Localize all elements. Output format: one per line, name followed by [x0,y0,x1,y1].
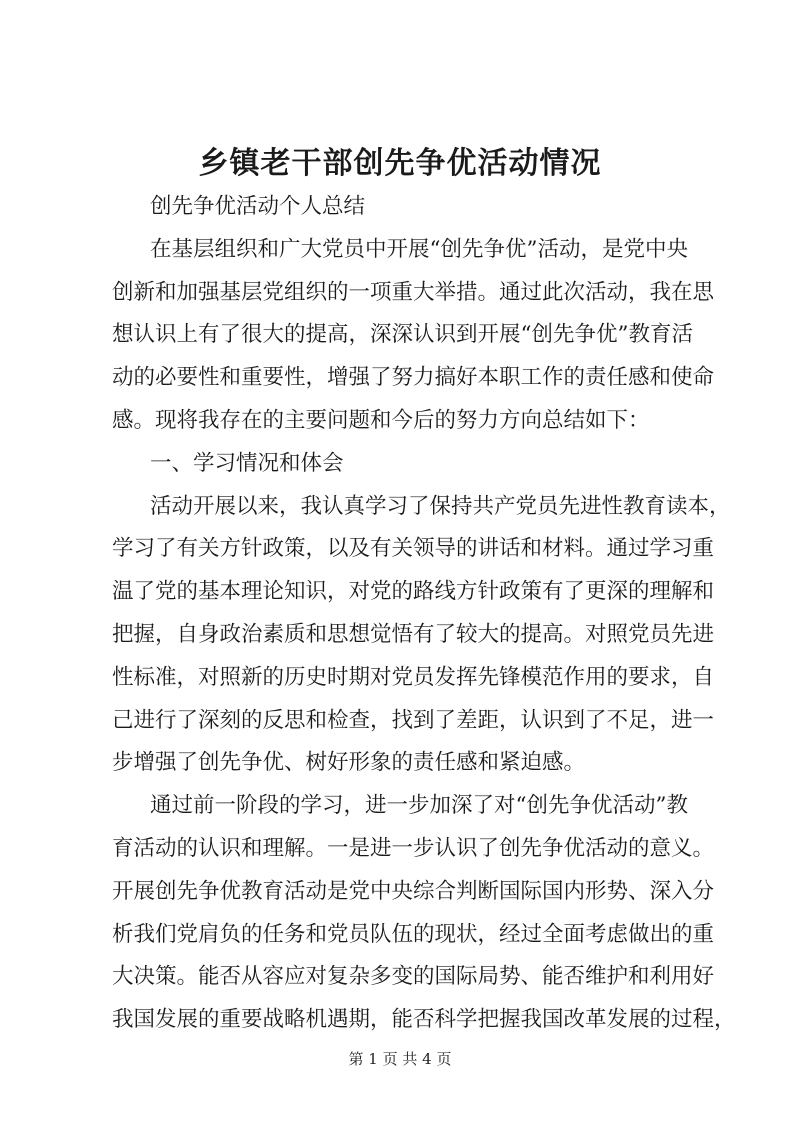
paragraph-line: 育活动的认识和理解。一是进一步认识了创先争优活动的意义。 [112,835,715,861]
paragraph-line: 把握，自身政治素质和思想觉悟有了较大的提高。对照党员先进 [112,621,715,647]
paragraph-line: 创新和加强基层党组织的一项重大举措。通过此次活动，我在思 [112,279,715,305]
paragraph-line: 活动开展以来，我认真学习了保持共产党员先进性教育读本， [150,493,731,519]
paragraph-line: 开展创先争优教育活动是党中央综合判断国际国内形势、深入分 [112,878,715,904]
paragraph-line: 步增强了创先争优、树好形象的责任感和紧迫感。 [112,750,586,776]
page-number-footer: 第 1 页 共 4 页 [348,1050,452,1068]
paragraph-line: 在基层组织和广大党员中开展“创先争优”活动，是党中央 [150,236,688,262]
paragraph-line: 动的必要性和重要性，增强了努力搞好本职工作的责任感和使命 [112,365,715,391]
paragraph-line: 析我们党肩负的任务和党员队伍的现状，经过全面考虑做出的重 [112,921,715,947]
paragraph-line: 我国发展的重要战略机遇期，能否科学把握我国改革发展的过程， [112,1007,736,1033]
paragraph-line: 大决策。能否从容应对复杂多变的国际局势、能否维护和利用好 [112,964,715,990]
document-body [112,186,736,1042]
paragraph-line: 学习了有关方针政策，以及有关领导的讲话和材料。通过学习重 [112,536,715,562]
paragraph-line: 通过前一阶段的学习，进一步加深了对“创先争优活动”教 [150,793,688,819]
section-heading: 一、学习情况和体会 [150,450,344,476]
paragraph-line: 性标准，对照新的历史时期对党员发挥先锋模范作用的要求，自 [112,664,715,690]
paragraph-line: 己进行了深刻的反思和检查，找到了差距，认识到了不足，进一 [112,707,715,733]
section-heading: 创先争优活动个人总结 [150,194,366,219]
paragraph-line: 想认识上有了很大的提高，深深认识到开展“创先争优”教育活 [112,322,693,348]
paragraph-line: 感。现将我存在的主要问题和今后的努力方向总结如下： [112,407,650,433]
document-title: 乡镇老干部创先争优活动情况 [198,146,602,181]
paragraph-line: 温了党的基本理论知识，对党的路线方针政策有了更深的理解和 [112,579,715,605]
